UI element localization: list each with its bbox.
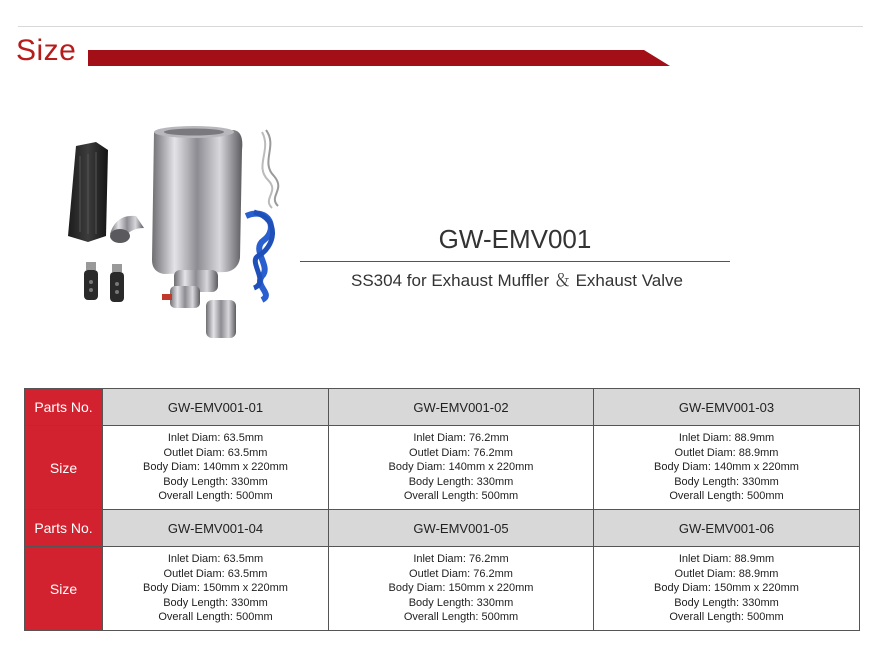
body-diam: Body Diam: 140mm x 220mm <box>654 461 799 474</box>
part-number: GW-EMV001-05 <box>329 510 594 547</box>
model-divider <box>300 261 730 262</box>
size-spec-cell <box>103 426 329 510</box>
product-model: GW-EMV001 <box>438 224 592 254</box>
part-number: GW-EMV001-06 <box>594 510 860 547</box>
part-number: GW-EMV001-02 <box>329 389 594 426</box>
spec-table <box>24 388 860 631</box>
inlet-diam: Inlet Diam: 76.2mm <box>413 553 509 566</box>
inlet-diam: Inlet Diam: 63.5mm <box>167 553 264 566</box>
body-length: Body Length: 330mm <box>408 475 514 488</box>
table-row <box>25 510 860 547</box>
body-length: Body Length: 330mm <box>163 596 268 609</box>
inlet-diam: Inlet Diam: 88.9mm <box>678 432 775 445</box>
part-number: GW-EMV001-01 <box>103 389 329 426</box>
overall-length: Overall Length: 500mm <box>403 490 519 503</box>
title-banner <box>88 50 670 66</box>
body-length: Body Length: 330mm <box>674 475 779 488</box>
part-number: GW-EMV001-03 <box>594 389 860 426</box>
top-divider <box>18 26 863 27</box>
size-spec-cell <box>594 426 860 510</box>
outlet-diam: Outlet Diam: 88.9mm <box>674 446 779 459</box>
body-diam: Body Diam: 140mm x 220mm <box>143 461 288 474</box>
outlet-diam: Outlet Diam: 76.2mm <box>409 446 513 459</box>
outlet-diam: Outlet Diam: 63.5mm <box>163 567 268 580</box>
inlet-diam: Inlet Diam: 76.2mm <box>413 432 509 445</box>
outlet-diam: Outlet Diam: 63.5mm <box>163 446 268 459</box>
overall-length: Overall Length: 500mm <box>669 611 784 624</box>
product-description: SS304 for Exhaust Muffler ＆ Exhaust Valve <box>351 271 683 290</box>
body-diam: Body Diam: 150mm x 220mm <box>143 582 288 595</box>
size-spec-cell <box>329 547 594 631</box>
inlet-diam: Inlet Diam: 88.9mm <box>678 553 775 566</box>
size-label: Size <box>25 426 103 510</box>
outlet-diam: Outlet Diam: 88.9mm <box>674 567 779 580</box>
body-length: Body Length: 330mm <box>674 596 779 609</box>
size-spec-cell <box>594 547 860 631</box>
overall-length: Overall Length: 500mm <box>669 490 784 503</box>
product-photo <box>58 110 298 350</box>
outlet-diam: Outlet Diam: 76.2mm <box>409 567 513 580</box>
body-diam: Body Diam: 150mm x 220mm <box>388 582 534 595</box>
overall-length: Overall Length: 500mm <box>158 490 273 503</box>
size-spec-cell <box>329 426 594 510</box>
table-row <box>25 426 860 510</box>
table-row <box>25 547 860 631</box>
parts-no-label: Parts No. <box>25 510 103 547</box>
body-length: Body Length: 330mm <box>408 596 514 609</box>
overall-length: Overall Length: 500mm <box>158 611 273 624</box>
part-number: GW-EMV001-04 <box>103 510 329 547</box>
table-row <box>25 389 860 426</box>
size-spec-cell <box>103 547 329 631</box>
body-diam: Body Diam: 150mm x 220mm <box>654 582 799 595</box>
body-length: Body Length: 330mm <box>163 475 268 488</box>
overall-length: Overall Length: 500mm <box>403 611 519 624</box>
size-label: Size <box>25 547 103 631</box>
inlet-diam: Inlet Diam: 63.5mm <box>167 432 264 445</box>
body-diam: Body Diam: 140mm x 220mm <box>388 461 534 474</box>
section-title: Size <box>16 34 77 67</box>
parts-no-label: Parts No. <box>25 389 103 426</box>
